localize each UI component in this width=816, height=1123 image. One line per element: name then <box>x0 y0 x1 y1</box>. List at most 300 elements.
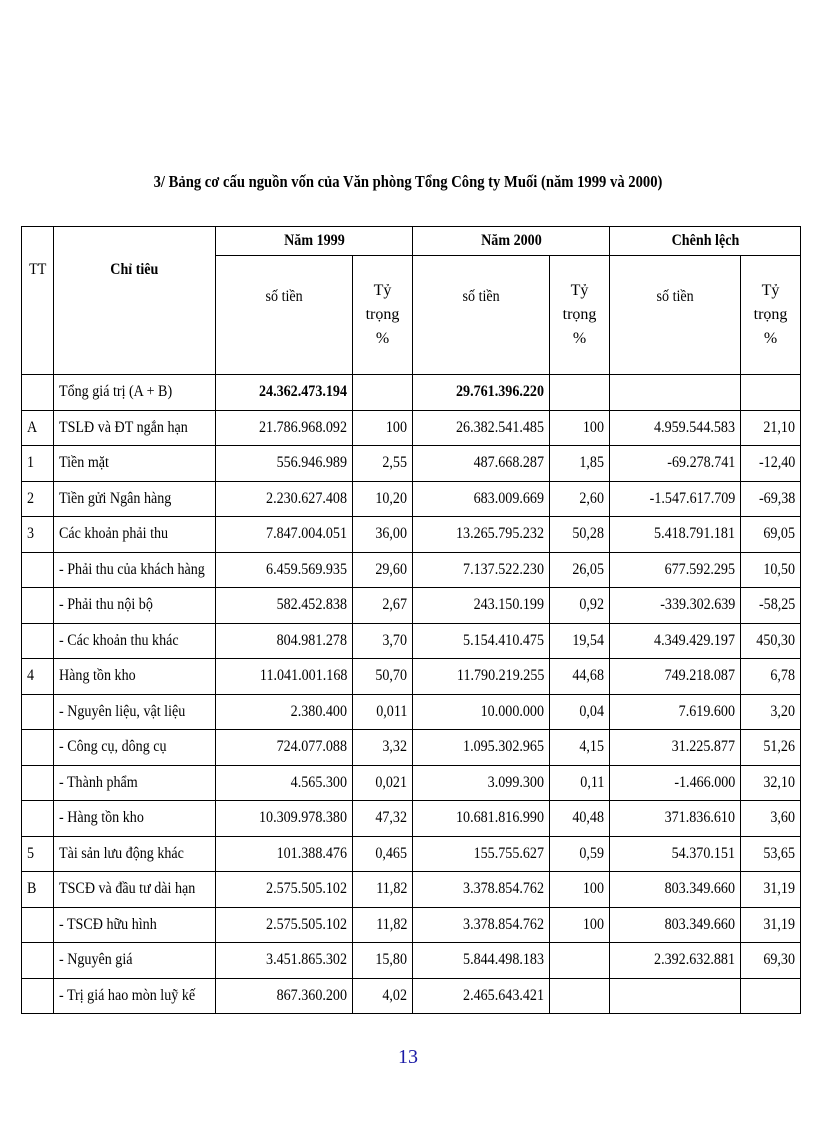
share-2000-text: 40,48 <box>572 809 605 827</box>
amount-2000-text: 3.099.300 <box>487 773 545 791</box>
share-2000-text: 50,28 <box>572 525 605 543</box>
share-difference-text: 31,19 <box>763 915 796 933</box>
amount-2000-text: 11.790.219.255 <box>456 667 545 685</box>
amount-1999-text: 582.452.838 <box>276 596 347 614</box>
row-indicator-text: - Hàng tồn kho <box>59 809 144 827</box>
amount-2000-cell <box>413 801 550 837</box>
row-tt-cell <box>22 659 54 695</box>
row-indicator-text: TSCĐ và đầu tư dài hạn <box>59 880 196 898</box>
row-tt-cell <box>22 481 54 517</box>
amount-1999-cell <box>216 410 353 446</box>
share-difference-text: -12,40 <box>758 454 796 472</box>
amount-2000-text: 10.681.816.990 <box>456 809 545 827</box>
share-difference-text: 51,26 <box>763 738 796 756</box>
row-indicator-cell <box>54 623 216 659</box>
table-row <box>22 730 801 766</box>
share-2000-cell <box>550 481 610 517</box>
amount-difference-text: -1.466.000 <box>674 773 736 791</box>
share-2000-cell <box>550 801 610 837</box>
share-difference-text: -58,25 <box>758 596 796 614</box>
share-difference-text: 69,05 <box>763 525 796 543</box>
table-row <box>22 943 801 979</box>
share-2000-cell <box>550 872 610 908</box>
row-tt-cell <box>22 907 54 943</box>
amount-difference-cell <box>610 623 741 659</box>
table-row <box>22 481 801 517</box>
amount-1999-text: 804.981.278 <box>276 631 347 649</box>
table-row <box>22 801 801 837</box>
row-tt-text: 3 <box>27 525 35 543</box>
share-difference-cell <box>741 481 801 517</box>
row-tt-cell <box>22 978 54 1014</box>
table-row <box>22 410 801 446</box>
page-title: 3/ Bảng cơ cấu nguồn vốn của Văn phòng Tổng Công ty Muối (năm 1999 và 2000) <box>153 172 663 191</box>
amount-difference-cell <box>610 836 741 872</box>
amount-2000-cell <box>413 836 550 872</box>
share-1999-cell <box>353 481 413 517</box>
share-2000-cell <box>550 410 610 446</box>
row-tt-cell <box>22 730 54 766</box>
amount-1999-text: 4.565.300 <box>290 773 347 791</box>
header-year-1999: Năm 1999 <box>216 227 413 256</box>
share-1999-cell <box>353 730 413 766</box>
share-difference-cell <box>741 410 801 446</box>
amount-2000-cell <box>413 730 550 766</box>
amount-difference-text: 54.370.151 <box>671 844 736 862</box>
share-1999-cell <box>353 978 413 1014</box>
row-indicator-text: Tiền gửi Ngân hàng <box>59 489 172 507</box>
amount-difference-cell <box>610 410 741 446</box>
row-indicator-text: - Công cụ, dông cụ <box>59 738 167 756</box>
share-difference-text: 450,30 <box>756 631 796 649</box>
table-row <box>22 517 801 553</box>
amount-difference-text: 31.225.877 <box>671 738 736 756</box>
amount-1999-cell <box>216 623 353 659</box>
amount-difference-text: 4.959.544.583 <box>654 418 736 436</box>
row-indicator-cell <box>54 872 216 908</box>
share-1999-text: 36,00 <box>375 525 408 543</box>
amount-1999-cell <box>216 730 353 766</box>
amount-1999-text: 724.077.088 <box>276 738 347 756</box>
share-1999-text: 0,465 <box>375 844 408 862</box>
amount-1999-text: 10.309.978.380 <box>259 809 347 827</box>
share-1999-cell <box>353 801 413 837</box>
share-1999-cell <box>353 694 413 730</box>
amount-difference-cell <box>610 872 741 908</box>
share-difference-cell <box>741 872 801 908</box>
row-tt-text: 4 <box>27 667 35 685</box>
share-1999-cell <box>353 517 413 553</box>
share-difference-text: 21,10 <box>763 418 796 436</box>
share-1999-text: 2,67 <box>382 596 408 614</box>
row-indicator-text: Tiền mặt <box>59 454 109 472</box>
share-2000-text: 19,54 <box>572 631 605 649</box>
amount-difference-text: 749.218.087 <box>664 667 736 685</box>
amount-2000-cell <box>413 872 550 908</box>
share-1999-text: 100 <box>385 418 408 436</box>
amount-2000-cell <box>413 623 550 659</box>
row-indicator-cell <box>54 446 216 482</box>
amount-difference-text: 677.592.295 <box>664 560 736 578</box>
row-indicator-text: - Các khoản thu khác <box>59 631 179 649</box>
share-2000-text: 4,15 <box>579 738 605 756</box>
amount-1999-text: 2.380.400 <box>290 702 347 720</box>
amount-difference-text: 5.418.791.181 <box>654 525 736 543</box>
row-indicator-cell <box>54 588 216 624</box>
share-2000-cell <box>550 730 610 766</box>
row-tt-cell <box>22 694 54 730</box>
share-difference-cell <box>741 765 801 801</box>
row-tt-cell <box>22 943 54 979</box>
share-1999-text: 11,82 <box>375 880 408 898</box>
amount-difference-cell <box>610 375 741 411</box>
share-1999-cell <box>353 446 413 482</box>
amount-2000-cell <box>413 552 550 588</box>
row-tt-cell <box>22 623 54 659</box>
table-row <box>22 659 801 695</box>
row-tt-cell <box>22 517 54 553</box>
share-difference-cell <box>741 375 801 411</box>
table-body <box>22 375 801 1014</box>
capital-structure-table <box>21 226 801 1014</box>
share-1999-cell <box>353 375 413 411</box>
share-2000-text: 1,85 <box>579 454 605 472</box>
amount-1999-cell <box>216 765 353 801</box>
amount-2000-cell <box>413 765 550 801</box>
share-1999-cell <box>353 588 413 624</box>
amount-1999-text: 2.575.505.102 <box>266 915 347 933</box>
share-difference-cell <box>741 623 801 659</box>
share-difference-cell <box>741 836 801 872</box>
share-difference-cell <box>741 730 801 766</box>
row-indicator-text: - Nguyên giá <box>59 951 133 969</box>
amount-1999-text: 2.230.627.408 <box>266 489 347 507</box>
share-2000-text: 100 <box>582 915 605 933</box>
amount-2000-text: 243.150.199 <box>473 596 545 614</box>
share-difference-text: 10,50 <box>763 560 796 578</box>
header-share-difference: Tỷ trọng % <box>741 256 801 375</box>
amount-1999-cell <box>216 552 353 588</box>
share-2000-text: 0,92 <box>579 596 605 614</box>
amount-difference-text: 7.619.600 <box>678 702 736 720</box>
amount-2000-text: 29.761.396.220 <box>456 383 545 401</box>
share-2000-text: 0,59 <box>579 844 605 862</box>
share-1999-cell <box>353 410 413 446</box>
share-2000-text: 0,04 <box>579 702 605 720</box>
amount-1999-cell <box>216 907 353 943</box>
share-2000-text: 44,68 <box>572 667 605 685</box>
amount-1999-cell <box>216 801 353 837</box>
share-difference-text: -69,38 <box>758 489 796 507</box>
row-indicator-text: Các khoản phải thu <box>59 525 169 543</box>
amount-2000-text: 10.000.000 <box>480 702 545 720</box>
row-tt-cell <box>22 588 54 624</box>
row-indicator-text: Tổng giá trị (A + B) <box>59 383 173 401</box>
amount-2000-cell <box>413 446 550 482</box>
share-1999-text: 0,021 <box>375 773 408 791</box>
amount-1999-cell <box>216 659 353 695</box>
row-indicator-cell <box>54 730 216 766</box>
row-indicator-text: - Phải thu của khách hàng <box>59 560 205 578</box>
amount-1999-cell <box>216 481 353 517</box>
share-difference-cell <box>741 943 801 979</box>
amount-1999-text: 556.946.989 <box>276 454 347 472</box>
amount-difference-cell <box>610 978 741 1014</box>
amount-2000-cell <box>413 659 550 695</box>
share-2000-cell <box>550 588 610 624</box>
row-indicator-cell <box>54 694 216 730</box>
amount-1999-text: 101.388.476 <box>276 844 347 862</box>
row-indicator-text: TSLĐ và ĐT ngắn hạn <box>59 418 188 436</box>
share-difference-text: 3,60 <box>770 809 796 827</box>
share-1999-cell <box>353 943 413 979</box>
amount-2000-text: 2.465.643.421 <box>463 986 545 1004</box>
share-2000-cell <box>550 446 610 482</box>
share-difference-text: 3,20 <box>770 702 796 720</box>
amount-2000-cell <box>413 943 550 979</box>
row-indicator-cell <box>54 907 216 943</box>
row-indicator-cell <box>54 978 216 1014</box>
table-row <box>22 446 801 482</box>
amount-difference-cell <box>610 694 741 730</box>
share-difference-cell <box>741 907 801 943</box>
amount-1999-text: 6.459.569.935 <box>266 560 347 578</box>
amount-difference-text: 371.836.610 <box>664 809 736 827</box>
row-indicator-cell <box>54 659 216 695</box>
amount-2000-text: 13.265.795.232 <box>456 525 545 543</box>
amount-1999-text: 21.786.968.092 <box>259 418 347 436</box>
amount-1999-text: 3.451.865.302 <box>266 951 347 969</box>
row-tt-text: B <box>27 880 37 898</box>
share-1999-cell <box>353 872 413 908</box>
share-1999-cell <box>353 907 413 943</box>
share-1999-cell <box>353 836 413 872</box>
row-indicator-text: - Trị giá hao mòn luỹ kế <box>59 986 196 1004</box>
header-share-2000: Tỷ trọng % <box>550 256 610 375</box>
share-difference-cell <box>741 659 801 695</box>
amount-difference-cell <box>610 943 741 979</box>
table-header <box>22 227 801 375</box>
share-1999-cell <box>353 552 413 588</box>
amount-1999-text: 24.362.473.194 <box>259 383 347 401</box>
amount-difference-text: -69.278.741 <box>666 454 736 472</box>
page-number: 13 <box>398 1046 418 1068</box>
row-indicator-text: - Nguyên liệu, vật liệu <box>59 702 186 720</box>
share-1999-text: 2,55 <box>382 454 408 472</box>
amount-difference-cell <box>610 730 741 766</box>
row-indicator-cell <box>54 552 216 588</box>
amount-difference-text: 803.349.660 <box>664 880 736 898</box>
row-indicator-cell <box>54 481 216 517</box>
header-tt: TT <box>22 227 54 375</box>
share-difference-text: 31,19 <box>763 880 796 898</box>
share-1999-cell <box>353 623 413 659</box>
amount-2000-text: 487.668.287 <box>473 454 545 472</box>
amount-1999-cell <box>216 836 353 872</box>
row-tt-cell <box>22 410 54 446</box>
amount-difference-text: 4.349.429.197 <box>654 631 736 649</box>
row-indicator-cell <box>54 836 216 872</box>
header-share-1999: Tỷ trọng % <box>353 256 413 375</box>
share-1999-text: 15,80 <box>375 951 408 969</box>
share-difference-text: 53,65 <box>763 844 796 862</box>
amount-2000-text: 5.844.498.183 <box>463 951 545 969</box>
amount-difference-cell <box>610 446 741 482</box>
share-2000-cell <box>550 765 610 801</box>
share-2000-cell <box>550 375 610 411</box>
amount-1999-cell <box>216 943 353 979</box>
row-tt-cell <box>22 446 54 482</box>
share-2000-cell <box>550 694 610 730</box>
share-difference-text: 6,78 <box>770 667 796 685</box>
share-2000-cell <box>550 623 610 659</box>
amount-1999-text: 2.575.505.102 <box>266 880 347 898</box>
share-2000-text: 0,11 <box>579 773 605 791</box>
row-tt-text: 2 <box>27 489 35 507</box>
share-difference-text: 32,10 <box>763 773 796 791</box>
amount-1999-cell <box>216 978 353 1014</box>
amount-1999-cell <box>216 517 353 553</box>
amount-2000-cell <box>413 410 550 446</box>
amount-difference-cell <box>610 765 741 801</box>
amount-2000-text: 683.009.669 <box>473 489 545 507</box>
share-difference-cell <box>741 446 801 482</box>
share-2000-cell <box>550 943 610 979</box>
share-1999-text: 47,32 <box>375 809 408 827</box>
amount-2000-cell <box>413 517 550 553</box>
share-1999-text: 10,20 <box>375 489 408 507</box>
row-indicator-cell <box>54 765 216 801</box>
header-amount-1999: số tiền <box>216 256 353 375</box>
header-year-2000: Năm 2000 <box>413 227 610 256</box>
share-1999-cell <box>353 765 413 801</box>
share-difference-text: 69,30 <box>763 951 796 969</box>
row-tt-cell <box>22 765 54 801</box>
row-indicator-cell <box>54 410 216 446</box>
amount-1999-cell <box>216 872 353 908</box>
row-indicator-cell <box>54 517 216 553</box>
table-row <box>22 552 801 588</box>
amount-2000-cell <box>413 907 550 943</box>
amount-difference-cell <box>610 907 741 943</box>
row-indicator-text: - TSCĐ hữu hình <box>59 915 157 933</box>
row-tt-cell <box>22 552 54 588</box>
amount-2000-cell <box>413 694 550 730</box>
amount-difference-cell <box>610 588 741 624</box>
amount-difference-text: -1.547.617.709 <box>649 489 736 507</box>
row-tt-text: A <box>27 418 38 436</box>
row-tt-cell <box>22 836 54 872</box>
row-tt-cell <box>22 801 54 837</box>
amount-2000-text: 7.137.522.230 <box>463 560 545 578</box>
amount-1999-text: 867.360.200 <box>276 986 347 1004</box>
row-tt-cell <box>22 375 54 411</box>
amount-2000-cell <box>413 978 550 1014</box>
amount-difference-cell <box>610 552 741 588</box>
row-indicator-text: - Thành phẩm <box>59 773 138 791</box>
amount-1999-text: 7.847.004.051 <box>266 525 347 543</box>
amount-2000-text: 3.378.854.762 <box>463 915 545 933</box>
share-difference-cell <box>741 801 801 837</box>
share-2000-text: 26,05 <box>572 560 605 578</box>
header-amount-difference: số tiền <box>610 256 741 375</box>
share-2000-cell <box>550 517 610 553</box>
share-1999-text: 3,32 <box>382 738 408 756</box>
amount-1999-cell <box>216 588 353 624</box>
share-2000-text: 100 <box>582 418 605 436</box>
share-1999-text: 3,70 <box>382 631 408 649</box>
amount-1999-text: 11.041.001.168 <box>259 667 347 685</box>
row-tt-text: 1 <box>27 454 35 472</box>
share-2000-text: 2,60 <box>579 489 605 507</box>
amount-difference-text: 2.392.632.881 <box>654 951 736 969</box>
amount-2000-cell <box>413 481 550 517</box>
share-2000-cell <box>550 978 610 1014</box>
share-1999-text: 50,70 <box>375 667 408 685</box>
amount-2000-text: 155.755.627 <box>473 844 545 862</box>
header-indicator: Chỉ tiêu <box>54 227 216 375</box>
amount-1999-cell <box>216 694 353 730</box>
table-row <box>22 694 801 730</box>
row-indicator-text: Hàng tồn kho <box>59 667 136 685</box>
table-row <box>22 765 801 801</box>
row-indicator-cell <box>54 375 216 411</box>
row-indicator-text: - Phải thu nội bộ <box>59 596 153 614</box>
share-difference-cell <box>741 517 801 553</box>
amount-difference-text: 803.349.660 <box>664 915 736 933</box>
share-1999-text: 29,60 <box>375 560 408 578</box>
amount-difference-cell <box>610 481 741 517</box>
amount-difference-text: -339.302.639 <box>659 596 736 614</box>
table-row <box>22 588 801 624</box>
amount-2000-text: 26.382.541.485 <box>456 418 545 436</box>
share-1999-cell <box>353 659 413 695</box>
row-indicator-text: Tài sản lưu động khác <box>59 844 184 862</box>
share-2000-cell <box>550 659 610 695</box>
table-row <box>22 623 801 659</box>
amount-2000-text: 1.095.302.965 <box>463 738 545 756</box>
share-difference-cell <box>741 978 801 1014</box>
table-row <box>22 907 801 943</box>
header-difference: Chênh lệch <box>610 227 801 256</box>
table-row <box>22 978 801 1014</box>
amount-2000-cell <box>413 588 550 624</box>
amount-difference-cell <box>610 659 741 695</box>
amount-difference-cell <box>610 517 741 553</box>
share-difference-cell <box>741 694 801 730</box>
amount-1999-cell <box>216 375 353 411</box>
amount-difference-cell <box>610 801 741 837</box>
share-1999-text: 4,02 <box>382 986 408 1004</box>
share-difference-cell <box>741 552 801 588</box>
row-tt-cell <box>22 872 54 908</box>
row-tt-text: 5 <box>27 844 35 862</box>
table-row <box>22 872 801 908</box>
share-difference-cell <box>741 588 801 624</box>
amount-2000-text: 3.378.854.762 <box>463 880 545 898</box>
amount-2000-text: 5.154.410.475 <box>463 631 545 649</box>
share-1999-text: 0,011 <box>375 702 408 720</box>
share-2000-cell <box>550 552 610 588</box>
row-indicator-cell <box>54 801 216 837</box>
row-indicator-cell <box>54 943 216 979</box>
share-1999-text: 11,82 <box>375 915 408 933</box>
table-row <box>22 375 801 411</box>
share-2000-cell <box>550 836 610 872</box>
table-row <box>22 836 801 872</box>
amount-1999-cell <box>216 446 353 482</box>
header-amount-2000: số tiền <box>413 256 550 375</box>
